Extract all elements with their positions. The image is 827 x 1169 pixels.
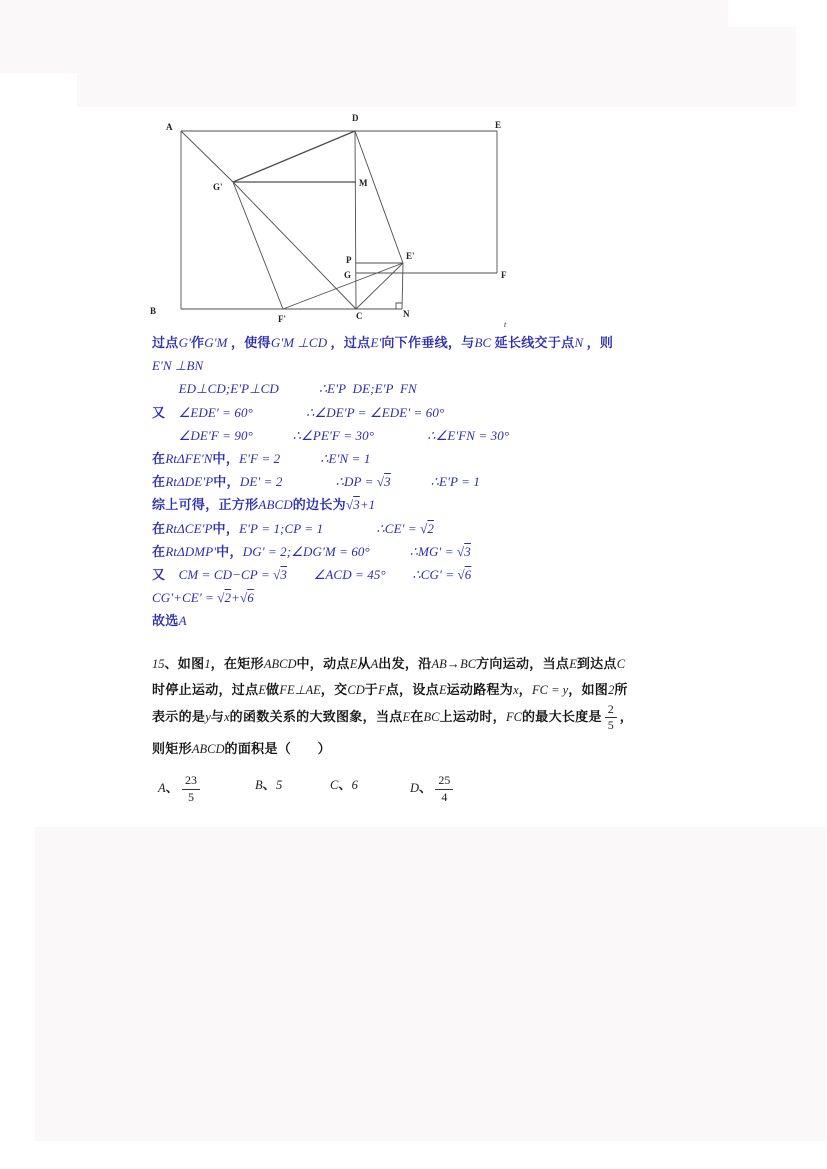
vertex-label-F: F	[501, 270, 507, 280]
answer-options-row	[152, 768, 812, 816]
edge-Gprime-D	[233, 131, 355, 182]
scan-artifact-mark: t	[504, 320, 507, 329]
right-angle-mark-N	[396, 303, 402, 309]
option-a	[158, 774, 203, 803]
solution-line: 综上可得，正方形ABCD的边长为√3+1	[152, 497, 376, 513]
vertex-label-E: E	[495, 120, 502, 130]
vertex-label-Gprime: G'	[213, 182, 223, 192]
problem-line-3-text: 表示的是y与x的函数关系的大致图象，当点E在BC上运动时，FC的最大长度是	[152, 708, 602, 724]
fraction-2-5: $\frac{2}{5}$	[605, 703, 617, 732]
solution-line: 故选A	[152, 613, 187, 629]
solution-line: 在RtΔCE'P中，E'P = 1;CP = 1 ∴CE' = √2	[152, 520, 434, 536]
vertex-label-G: G	[344, 270, 352, 280]
solution-line: 又 ∠EDE' = 60° ∴∠DE'P = ∠EDE' = 60°	[152, 404, 445, 420]
edge-Fprime-Eprime	[283, 263, 403, 309]
solution-line: CG'+CE' = √2+√6	[152, 590, 254, 606]
option-a-fraction: $\frac{23}{5}$	[182, 774, 200, 803]
vertex-label-N: N	[403, 309, 410, 319]
vertex-label-Eprime: E'	[406, 251, 415, 261]
option-c-value: 6	[351, 778, 358, 793]
geometry-figure	[0, 0, 827, 340]
problem-line-3-tail: ，	[619, 708, 634, 724]
vertex-label-C: C	[356, 311, 363, 321]
solution-line: 在RtΔFE'N中，E'F = 2 ∴E'N = 1	[152, 451, 371, 467]
vertex-label-M: M	[359, 178, 368, 188]
option-d-fraction: $\frac{25}{4}$	[435, 774, 453, 803]
option-b-value: 5	[275, 778, 283, 793]
edge-D-Eprime	[355, 131, 403, 263]
option-b	[255, 774, 282, 793]
option-b-letter: B、	[255, 777, 276, 793]
solution-line: 又 CM = CD−CP = √3 ∠ACD = 45° ∴CG' = √6	[152, 567, 472, 583]
page-background-bottom-block	[35, 827, 826, 1141]
problem-line-1: 15、如图1，在矩形ABCD中，动点E从A出发，沿AB→BC方向运动，当点E到达点C	[152, 656, 626, 671]
vertex-label-A: A	[166, 122, 173, 132]
solution-line: 过点G'作G'M ，使得G'M ⊥CD ，过点E'向下作垂线，与BC 延长线交于点N ，则	[152, 335, 614, 350]
edge-D-C	[355, 131, 356, 309]
problem-line-3	[152, 703, 812, 732]
vertex-label-B: B	[150, 306, 157, 316]
solution-block	[152, 331, 792, 633]
edge-Gprime-C	[233, 182, 356, 309]
solution-line: ED⊥CD;E'P⊥CD ∴E'P DE;E'P FN	[178, 381, 417, 397]
solution-line: ∠DE'F = 90° ∴∠PE'F = 30° ∴∠E'FN = 30°	[178, 427, 510, 443]
option-c-letter: C、	[330, 777, 352, 793]
option-a-letter: A、	[158, 779, 179, 795]
vertex-label-P: P	[346, 255, 352, 265]
vertex-label-Fprime: F'	[278, 314, 286, 324]
edge-Gprime-Fprime	[233, 182, 283, 309]
option-d-letter: D、	[410, 779, 433, 795]
option-c	[330, 774, 358, 793]
option-d	[410, 774, 456, 803]
problem-line-2: 时停止运动，过点E做FE⊥AE，交CD于F点，设点E运动路程为x，FC = y，如图2所	[152, 682, 628, 697]
edge-A-Gprime	[181, 131, 233, 182]
edge-Eprime-N	[402, 263, 403, 309]
problem-line-4: 则矩形ABCD的面积是（ ）	[152, 741, 331, 757]
solution-line: 在RtΔDE'P中，DE' = 2 ∴DP = √3 ∴E'P = 1	[152, 474, 480, 490]
solution-line: 在RtΔDMP'中，DG' = 2;∠DG'M = 60° ∴MG' = √3	[152, 543, 471, 559]
edge-Eprime-C	[356, 263, 403, 309]
vertex-label-D: D	[352, 113, 359, 123]
solution-line: E'N ⊥BN	[152, 358, 204, 374]
problem-block	[152, 651, 812, 816]
